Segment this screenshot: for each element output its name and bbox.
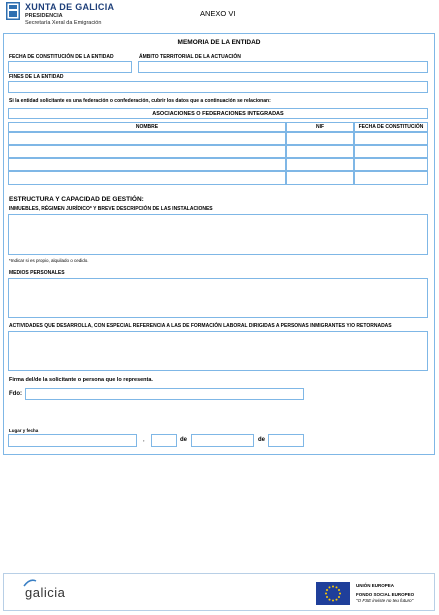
- de-label-2: de: [258, 437, 266, 443]
- col-fecha-header: [354, 122, 428, 132]
- row1-fecha[interactable]: [354, 132, 428, 145]
- assoc-table-title: ASOCIACIONES O FEDERACIONES INTEGRADAS: [152, 111, 284, 117]
- row1-nombre[interactable]: [8, 132, 286, 145]
- col-nif-label: NIF: [315, 124, 325, 130]
- year-field[interactable]: [268, 434, 304, 447]
- label-medios: MEDIOS PERSONALES: [9, 270, 65, 276]
- eu-union: UNIÓN EUROPEA: [356, 583, 395, 588]
- inmuebles-field[interactable]: [8, 214, 428, 255]
- federacion-note: Si la entidad solicitante es una federación o confederación, cubrir los datos que a continuación se relacionan:: [9, 98, 271, 104]
- label-ambito: ÁMBITO TERRITORIAL DE LA ACTUACIÓN: [139, 54, 241, 60]
- fecha-field[interactable]: [8, 61, 132, 73]
- eu-flag: [316, 582, 350, 605]
- row4-fecha[interactable]: [354, 171, 428, 185]
- row3-fecha[interactable]: [354, 158, 428, 171]
- xunta-logo: [6, 2, 20, 20]
- assoc-table-header: [8, 108, 428, 119]
- day-field[interactable]: [151, 434, 177, 447]
- row3-nif[interactable]: [286, 158, 354, 171]
- de-label-1: de: [180, 437, 188, 443]
- row2-nombre[interactable]: [8, 145, 286, 158]
- label-fines: FINES DE LA ENTIDAD: [9, 74, 64, 80]
- lugar-label: Lugar y fecha: [9, 428, 39, 433]
- row3-nombre[interactable]: [8, 158, 286, 171]
- galicia-logo-text: galicia: [25, 585, 66, 600]
- eu-fund: FONDO SOCIAL EUROPEO: [356, 592, 415, 597]
- comma-sep: ,: [143, 437, 145, 443]
- fdo-label: Fdo:: [9, 391, 22, 397]
- col-fecha-label: FECHA DE CONSTITUCIÓN: [358, 124, 424, 130]
- col-nif-header: [286, 122, 354, 132]
- row4-nif[interactable]: [286, 171, 354, 185]
- estructura-heading: ESTRUCTURA Y CAPACIDAD DE GESTIÓN:: [9, 196, 144, 203]
- month-field[interactable]: [191, 434, 254, 447]
- actividades-field[interactable]: [8, 331, 428, 371]
- col-nombre-header: [8, 122, 286, 132]
- label-fecha: FECHA DE CONSTITUCIÓN DE LA ENTIDAD: [9, 54, 114, 60]
- dept-secretaria: Secretaría Xeral da Emigración: [25, 20, 102, 26]
- galicia-logo: [25, 584, 65, 602]
- label-inmuebles: INMUEBLES, RÉGIMEN JURÍDICO* Y BREVE DESCRIPCIÓN DE LAS INSTALACIONES: [9, 206, 213, 212]
- eu-flag-icon: [316, 582, 350, 605]
- page-title: MEMORIA DE LA ENTIDAD: [177, 39, 261, 46]
- label-actividades: ACTIVIDADES QUE DESARROLLA, CON ESPECIAL REFERENCIA A LAS DE FORMACIÓN LABORAL DIRIGIDAS A PERSONAS INMIGRANTES Y/O RETORNADAS: [9, 323, 392, 329]
- fdo-field[interactable]: [25, 388, 304, 400]
- annex-label: ANEXO VI: [200, 9, 236, 18]
- ambito-field[interactable]: [138, 61, 428, 73]
- col-nombre-label: NOMBRE: [135, 124, 159, 130]
- dept-presidencia: PRESIDENCIA: [25, 13, 63, 19]
- xunta-shield-icon: [6, 2, 20, 20]
- row2-nif[interactable]: [286, 145, 354, 158]
- xunta-name: XUNTA DE GALICIA: [25, 2, 115, 12]
- row4-nombre[interactable]: [8, 171, 286, 185]
- medios-field[interactable]: [8, 278, 428, 318]
- fines-field[interactable]: [8, 81, 428, 93]
- galicia-swoosh-icon: [23, 578, 37, 588]
- firma-label: Firma del/de la solicitante o persona que lo representa.: [9, 377, 153, 383]
- lugar-field[interactable]: [8, 434, 137, 447]
- indicar-note: *Indicar si es propio, alquilado o cedido.: [9, 258, 89, 263]
- eu-slogan: "O FSE inviste no teu futuro": [356, 598, 414, 603]
- row2-fecha[interactable]: [354, 145, 428, 158]
- row1-nif[interactable]: [286, 132, 354, 145]
